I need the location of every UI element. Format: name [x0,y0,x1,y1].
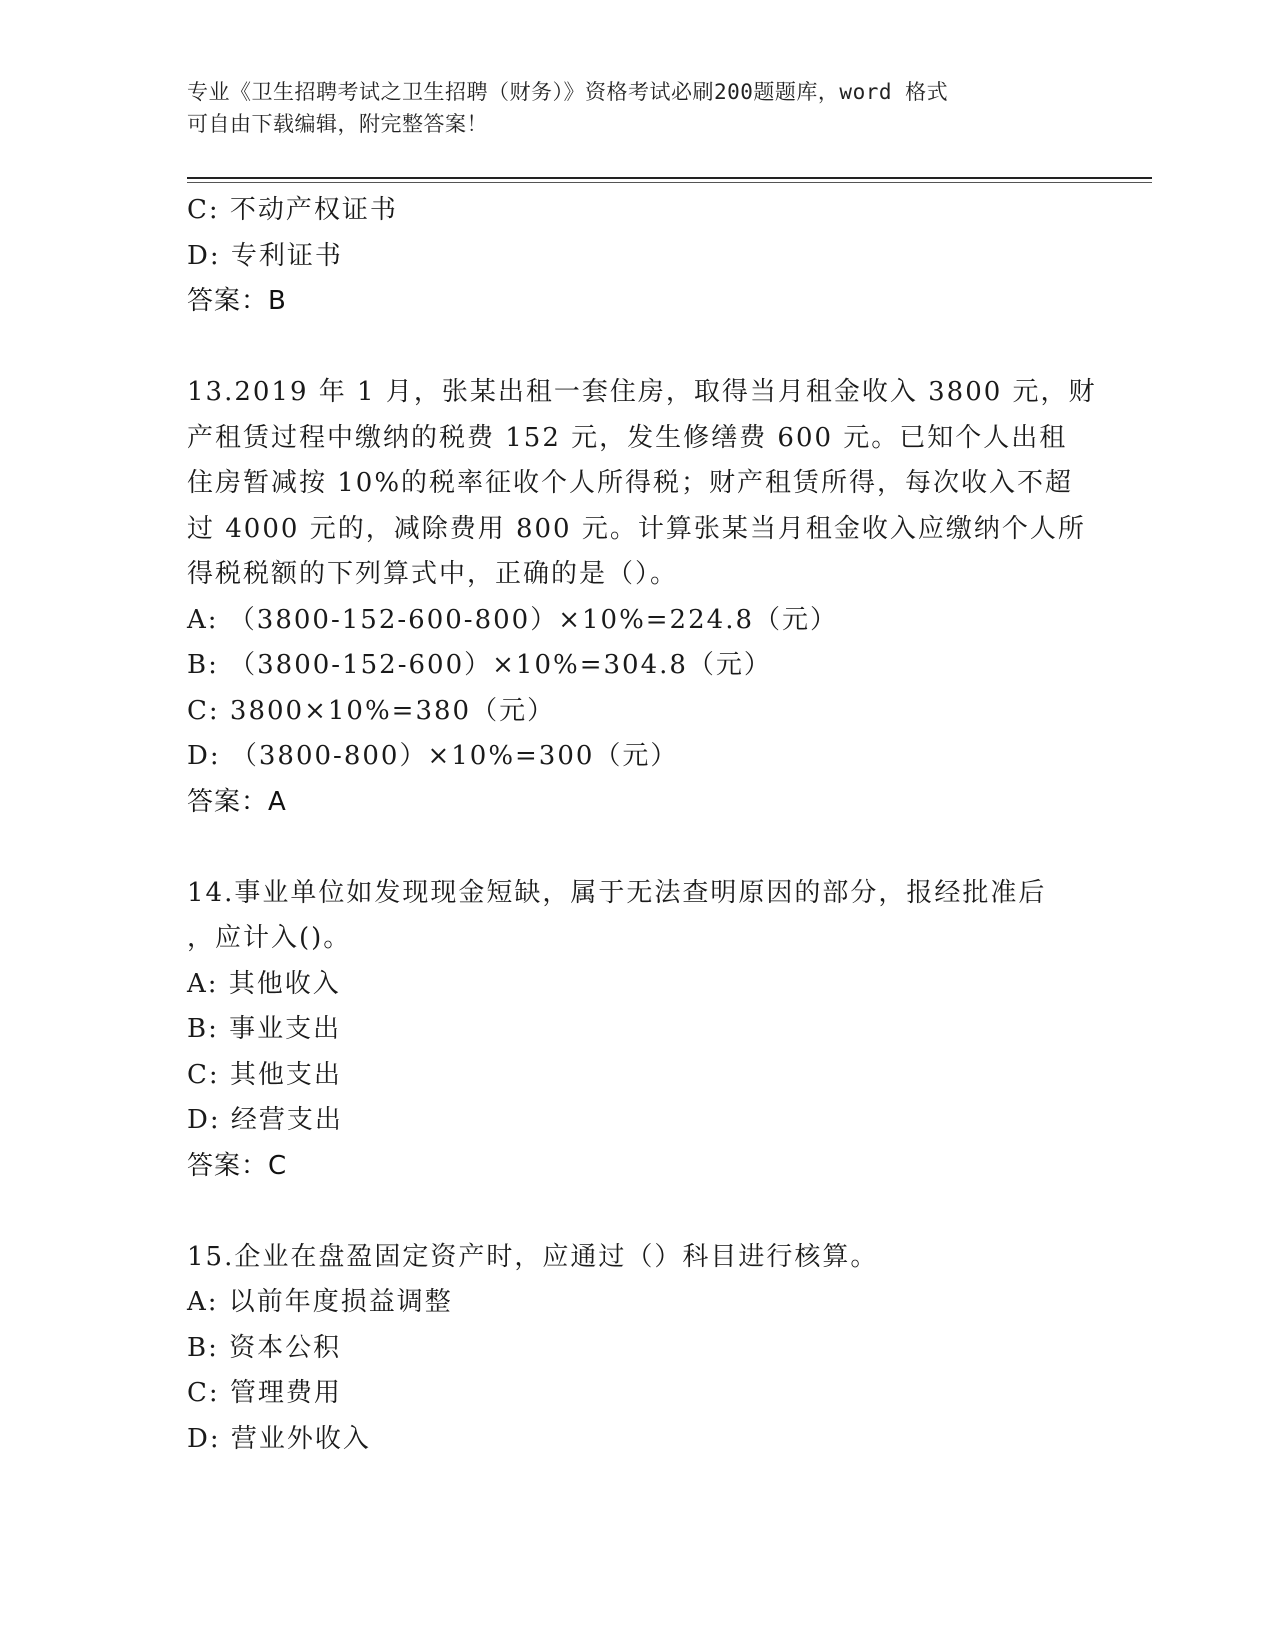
spacer [187,325,1087,371]
header-title-line-2: 可自由下载编辑，附完整答案！ [187,112,488,136]
q13-option-b: B: （3800-152-600）×10%=304.8（元） [187,650,772,680]
q13-option-d: D: （3800-800）×10%=300（元） [187,741,679,771]
q15-stem-line: 15.企业在盘盈固定资产时，应通过（）科目进行核算。 [187,1241,879,1272]
q14-stem-line: ，应计入()。 [187,923,352,953]
question-13 [187,370,1097,825]
question-15 [187,1235,1087,1463]
q14-option-b: B: 事业支出 [187,1014,342,1044]
header-divider-thick [187,177,1152,179]
q14-option-c: C: 其他支出 [187,1059,342,1090]
q13-stem-line: 住房暂减按 10%的税率征收个人所得税；财产租赁所得，每次收入不超 [187,468,1074,498]
q13-stem-line: 过 4000 元的，减除费用 800 元。计算张某当月租金收入应缴纳个人所 [187,513,1086,544]
q13-answer: 答案：A [187,786,287,817]
spacer [187,1189,1087,1235]
question-14 [187,871,1087,1190]
q12-answer: 答案：B [187,286,287,316]
q14-option-d: D: 经营支出 [187,1105,343,1135]
q12-option-d: D: 专利证书 [187,240,343,271]
q15-option-a: A: 以前年度损益调整 [187,1287,453,1317]
q13-stem-line: 产租赁过程中缴纳的税费 152 元，发生修缮费 600 元。已知个人出租 [187,422,1068,453]
q13-option-c: C: 3800×10%=380（元） [187,695,556,726]
header-divider-thin [187,182,1152,183]
q14-option-a: A: 其他收入 [187,968,341,999]
q14-stem-line: 14.事业单位如发现现金短缺，属于无法查明原因的部分，报经批准后 [187,877,1047,908]
spacer [187,825,1087,871]
q12-option-c: C: 不动产权证书 [187,195,398,225]
q15-option-c: C: 管理费用 [187,1378,342,1408]
question-list [187,188,1097,1462]
q14-answer: 答案：C [187,1150,288,1181]
question-12-tail [187,188,1087,325]
header-title-line-1: 专业《卫生招聘考试之卫生招聘（财务）》资格考试必刷200题题库，word 格式 [187,80,949,104]
q13-option-a: A: （3800-152-600-800）×10%=224.8（元） [187,604,838,635]
q15-option-d: D: 营业外收入 [187,1423,371,1454]
q15-option-b: B: 资本公积 [187,1332,342,1363]
q13-stem-line: 13.2019 年 1 月，张某出租一套住房，取得当月租金收入 3800 元，财 [187,377,1097,407]
document-header [187,76,1087,140]
q13-stem-line: 得税税额的下列算式中，正确的是（）。 [187,559,679,589]
